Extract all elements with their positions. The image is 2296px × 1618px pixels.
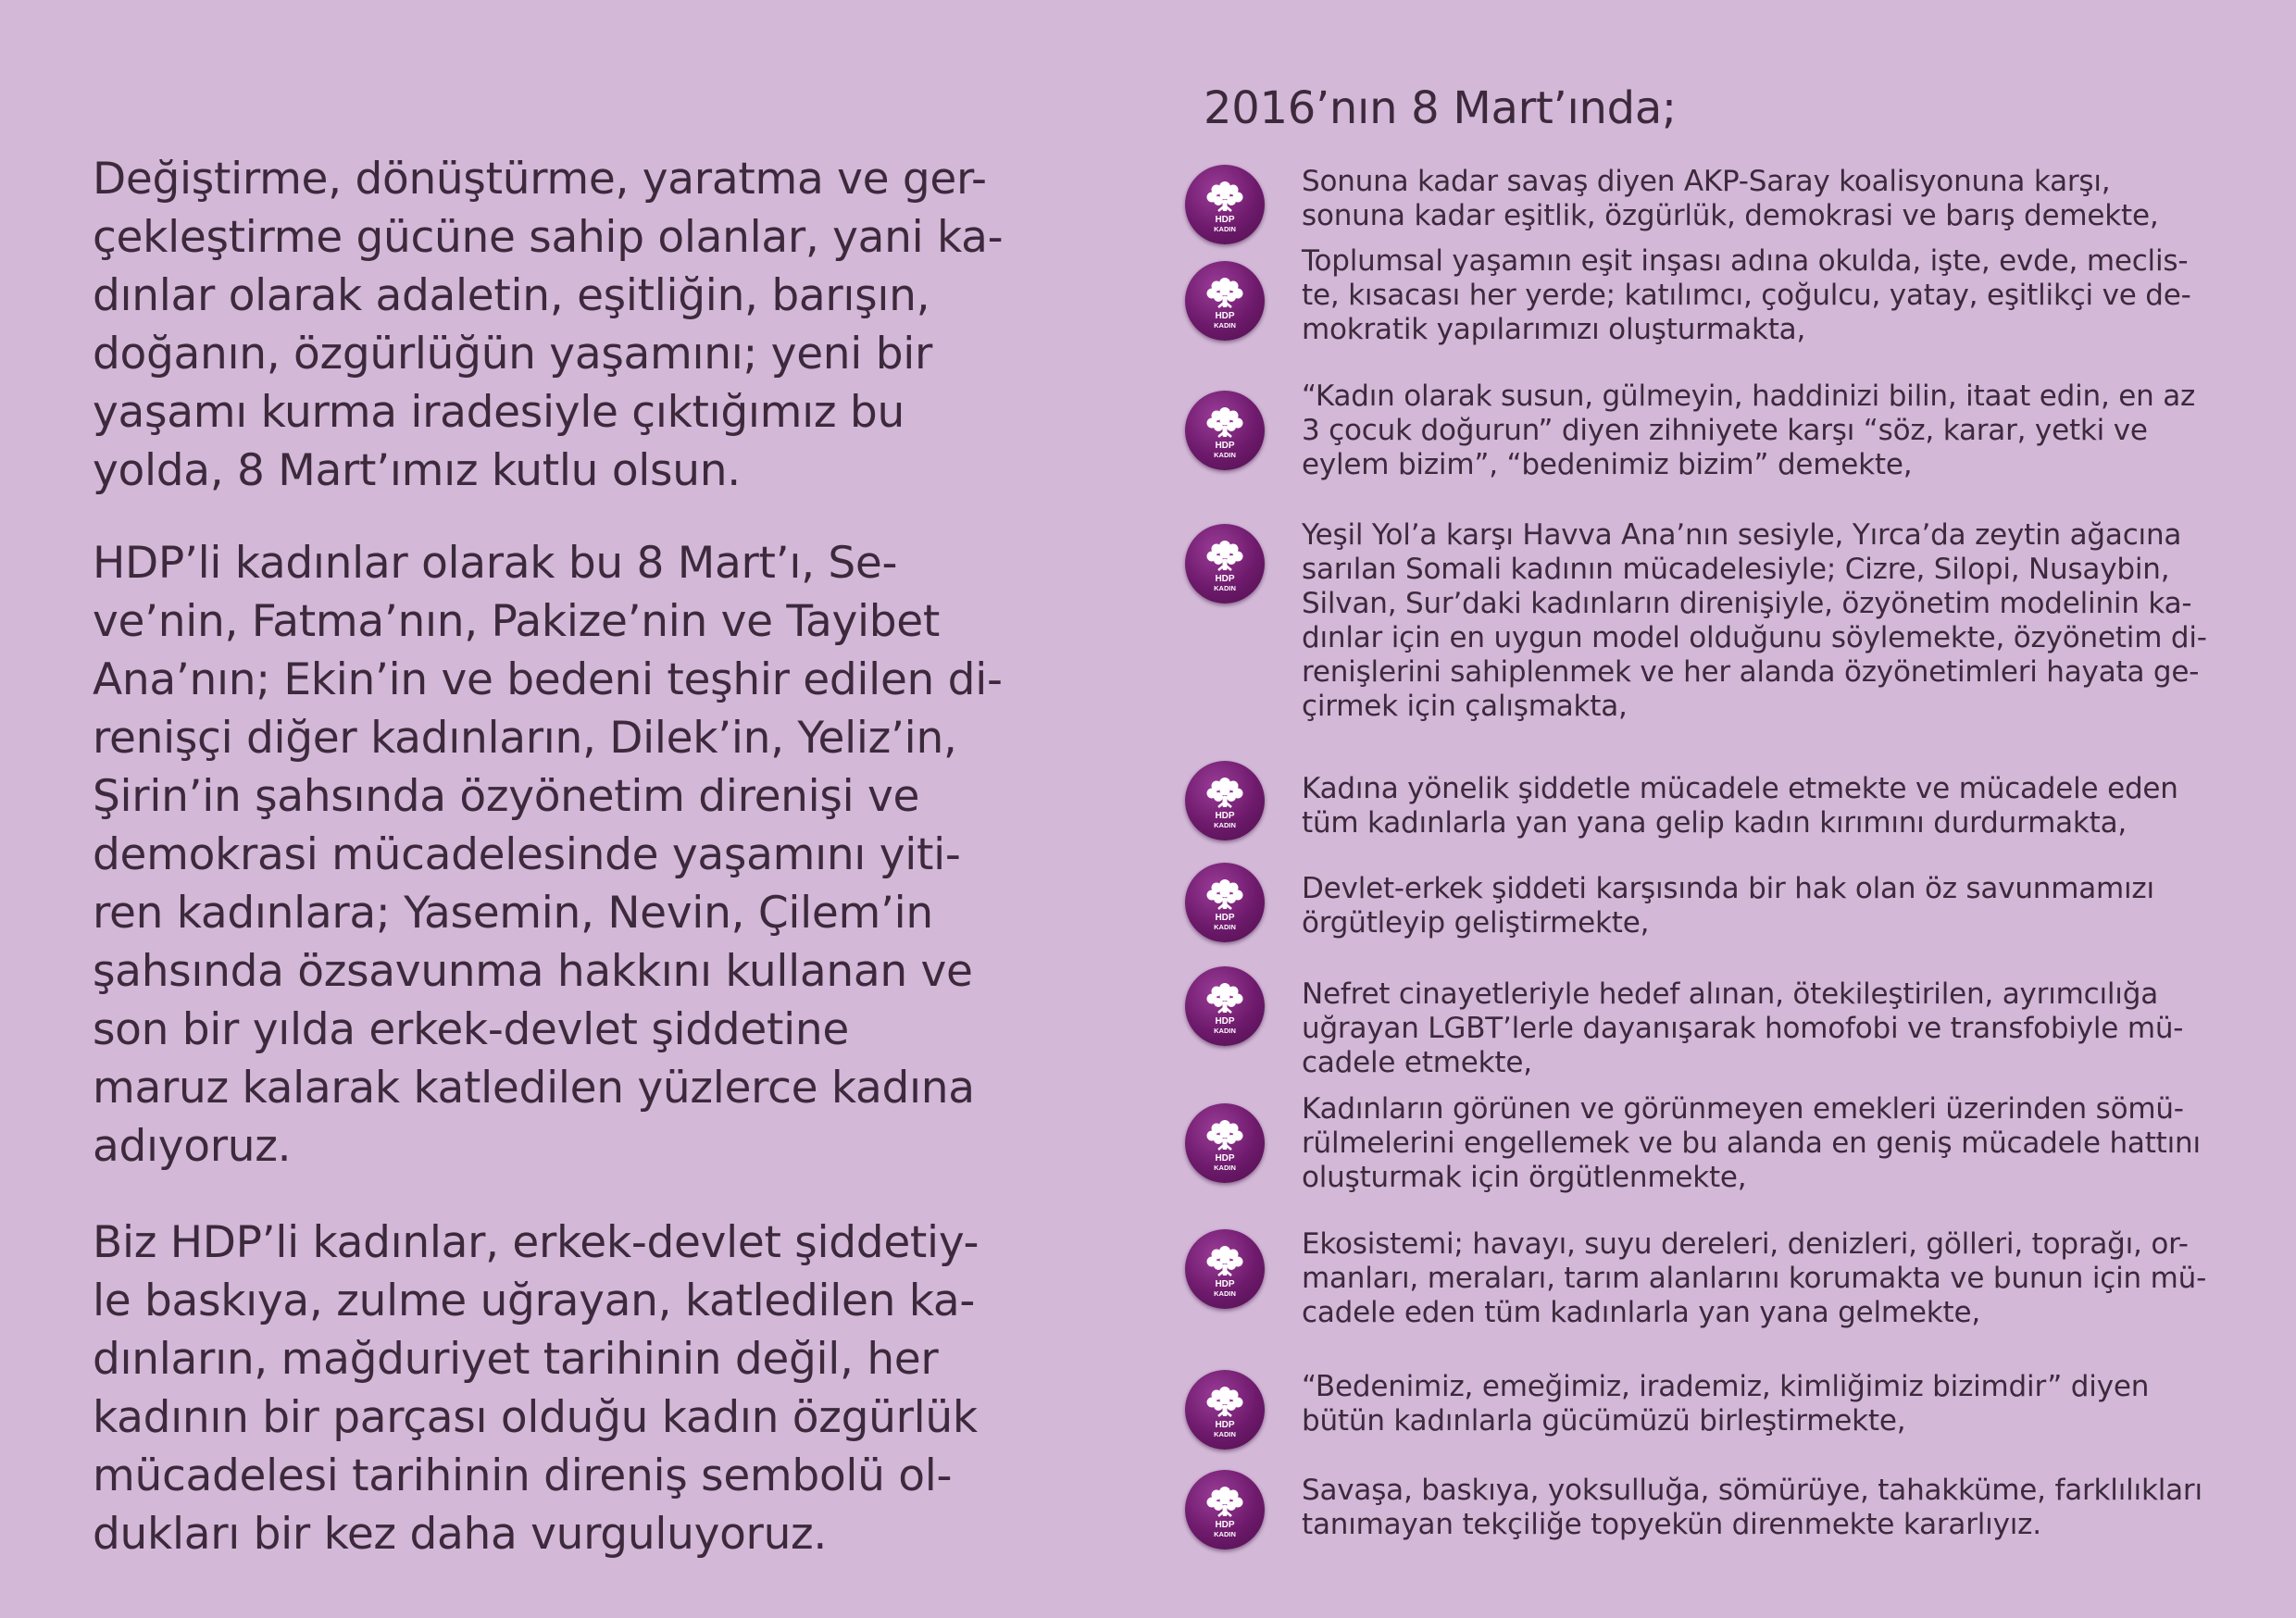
badge-label-kadin: KADIN	[1214, 1289, 1236, 1298]
hdp-kadin-badge-icon	[1185, 863, 1265, 942]
list-item-text: Nefret cinayetleriyle hedef alınan, ötekileştirilen, ayrımcılığa uğrayan LGBT’lerle dayanışarak homofobi ve transfobiyle mü- cadele etmekte,	[1302, 977, 2184, 1079]
intro-paragraph: Değiştirme, dönüştürme, yaratma ve ger- çekleştirme gücüne sahip olanlar, yani ka- dınlar olarak adaletin, eşitliğin, barışın, doğanın, özgürlüğün yaşamını; yeni bir yaşamı kurma iradesiyle çıktığımız bu yolda, 8 Mart’ımız kutlu olsun.	[93, 154, 1004, 496]
list-item-text: Yeşil Yol’a karşı Havva Ana’nın sesiyle, Yırca’da zeytin ağacına sarılan Somali kadının mücadelesiyle; Cizre, Silopi, Nusaybin, Silvan, Sur’daki kadınların direnişiyle, özyönetim modelinin ka- dınlar için en uygun model olduğunu söylemekte, özyönetim di- renişlerini sahiplenmek ve her alanda özyönetimleri hayata ge- çirmek için çalışmakta,	[1302, 518, 2207, 723]
badge-label-hdp: HDP	[1215, 441, 1235, 451]
badge-label-hdp: HDP	[1215, 311, 1235, 321]
dedication-paragraph: HDP’li kadınlar olarak bu 8 Mart’ı, Se- ve’nin, Fatma’nın, Pakize’nin ve Tayibet Ana’nın; Ekin’in ve bedeni teşhir edilen di- renişçi diğer kadınların, Dilek’in, Yeliz’in, Şirin’in şahsında özyönetim direnişi ve demokrasi mücadelesinde yaşamını yiti- ren kadınlara; Yasemin, Nevin, Çilem’in şahsında özsavunma hakkını kullanan ve son bir yılda erkek-devlet şiddetine maruz kalarak katledilen yüzlerce kadına adıyoruz.	[93, 538, 1003, 1172]
list-item-text: Kadınların görünen ve görünmeyen emekleri üzerinden sömü- rülmelerini engellemek ve bu alanda en geniş mücadele hattını oluşturmak için örgütlenmekte,	[1302, 1092, 2201, 1194]
hdp-kadin-badge-icon	[1185, 1103, 1265, 1183]
hdp-kadin-badge-icon	[1185, 391, 1265, 470]
badge-label-hdp: HDP	[1215, 574, 1235, 584]
badge-label-hdp: HDP	[1215, 1153, 1235, 1164]
badge-label-kadin: KADIN	[1214, 1027, 1236, 1035]
hdp-kadin-badge-icon	[1185, 261, 1265, 341]
list-item-text: Sonuna kadar savaş diyen AKP-Saray koalisyonuna karşı, sonuna kadar eşitlik, özgürlük, demokrasi ve barış demekte,	[1302, 165, 2159, 232]
badge-label-hdp: HDP	[1215, 1420, 1235, 1430]
badge-label-kadin: KADIN	[1214, 321, 1236, 330]
list-item-text: Toplumsal yaşamın eşit inşası adına okulda, işte, evde, meclis- te, kısacası her yerde; katılımcı, çoğulcu, yatay, eşitlikçi ve de- mokratik yapılarımızı oluşturmakta,	[1302, 244, 2191, 346]
badge-label-kadin: KADIN	[1214, 451, 1236, 459]
list-item-text: Kadına yönelik şiddetle mücadele etmekte ve mücadele eden tüm kadınlarla yan yana gelip kadın kırımını durdurmakta,	[1302, 772, 2178, 840]
hdp-kadin-badge-icon	[1185, 1370, 1265, 1450]
list-title: 2016’nın 8 Mart’ında;	[1204, 82, 1677, 134]
list-item-text: “Kadın olarak susun, gülmeyin, haddinizi bilin, itaat edin, en az 3 çocuk doğurun” diyen zihniyete karşı “söz, karar, yetki ve eylem bizim”, “bedenimiz bizim” demekte,	[1302, 380, 2196, 481]
list-item-text: “Bedenimiz, emeğimiz, irademiz, kimliğimiz bizimdir” diyen bütün kadınlarla gücümüzü birleştirmekte,	[1302, 1370, 2150, 1438]
hdp-kadin-badge-icon	[1185, 966, 1265, 1046]
list-item-text: Ekosistemi; havayı, suyu dereleri, denizleri, gölleri, toprağı, or- manları, meraları, tarım alanlarını korumakta ve bunun için mü- cadele eden tüm kadınlarla yan yana gelmekte,	[1302, 1227, 2207, 1329]
badge-label-hdp: HDP	[1215, 215, 1235, 225]
badge-label-hdp: HDP	[1215, 913, 1235, 923]
badge-label-kadin: KADIN	[1214, 821, 1236, 829]
badge-label-kadin: KADIN	[1214, 584, 1236, 592]
badge-label-kadin: KADIN	[1214, 923, 1236, 931]
badge-label-kadin: KADIN	[1214, 1164, 1236, 1172]
hdp-kadin-badge-icon	[1185, 165, 1265, 244]
hdp-kadin-badge-icon	[1185, 761, 1265, 840]
hdp-kadin-badge-icon	[1185, 1229, 1265, 1309]
hdp-kadin-badge-icon	[1185, 1470, 1265, 1550]
badge-label-hdp: HDP	[1215, 1016, 1235, 1027]
badge-label-hdp: HDP	[1215, 811, 1235, 821]
badge-label-kadin: KADIN	[1214, 1530, 1236, 1538]
list-item-text: Savaşa, baskıya, yoksulluğa, sömürüye, tahakküme, farklılıkları tanımayan tekçiliğe topyekün direnmekte kararlıyız.	[1302, 1474, 2202, 1541]
badge-label-hdp: HDP	[1215, 1279, 1235, 1289]
badge-label-kadin: KADIN	[1214, 225, 1236, 233]
closing-paragraph: Biz HDP’li kadınlar, erkek-devlet şiddetiy- le baskıya, zulme uğrayan, katledilen ka- dınların, mağduriyet tarihinin değil, her kadının bir parçası olduğu kadın özgürlük mücadelesi tarihinin direniş sembolü ol- dukları bir kez daha vurguluyoruz.	[93, 1217, 980, 1560]
hdp-kadin-badge-icon	[1185, 524, 1265, 604]
badge-label-hdp: HDP	[1215, 1520, 1235, 1530]
badge-label-kadin: KADIN	[1214, 1430, 1236, 1438]
list-item-text: Devlet-erkek şiddeti karşısında bir hak olan öz savunmamızı örgütleyip geliştirmekte,	[1302, 872, 2154, 940]
left-column	[93, 150, 1092, 1560]
